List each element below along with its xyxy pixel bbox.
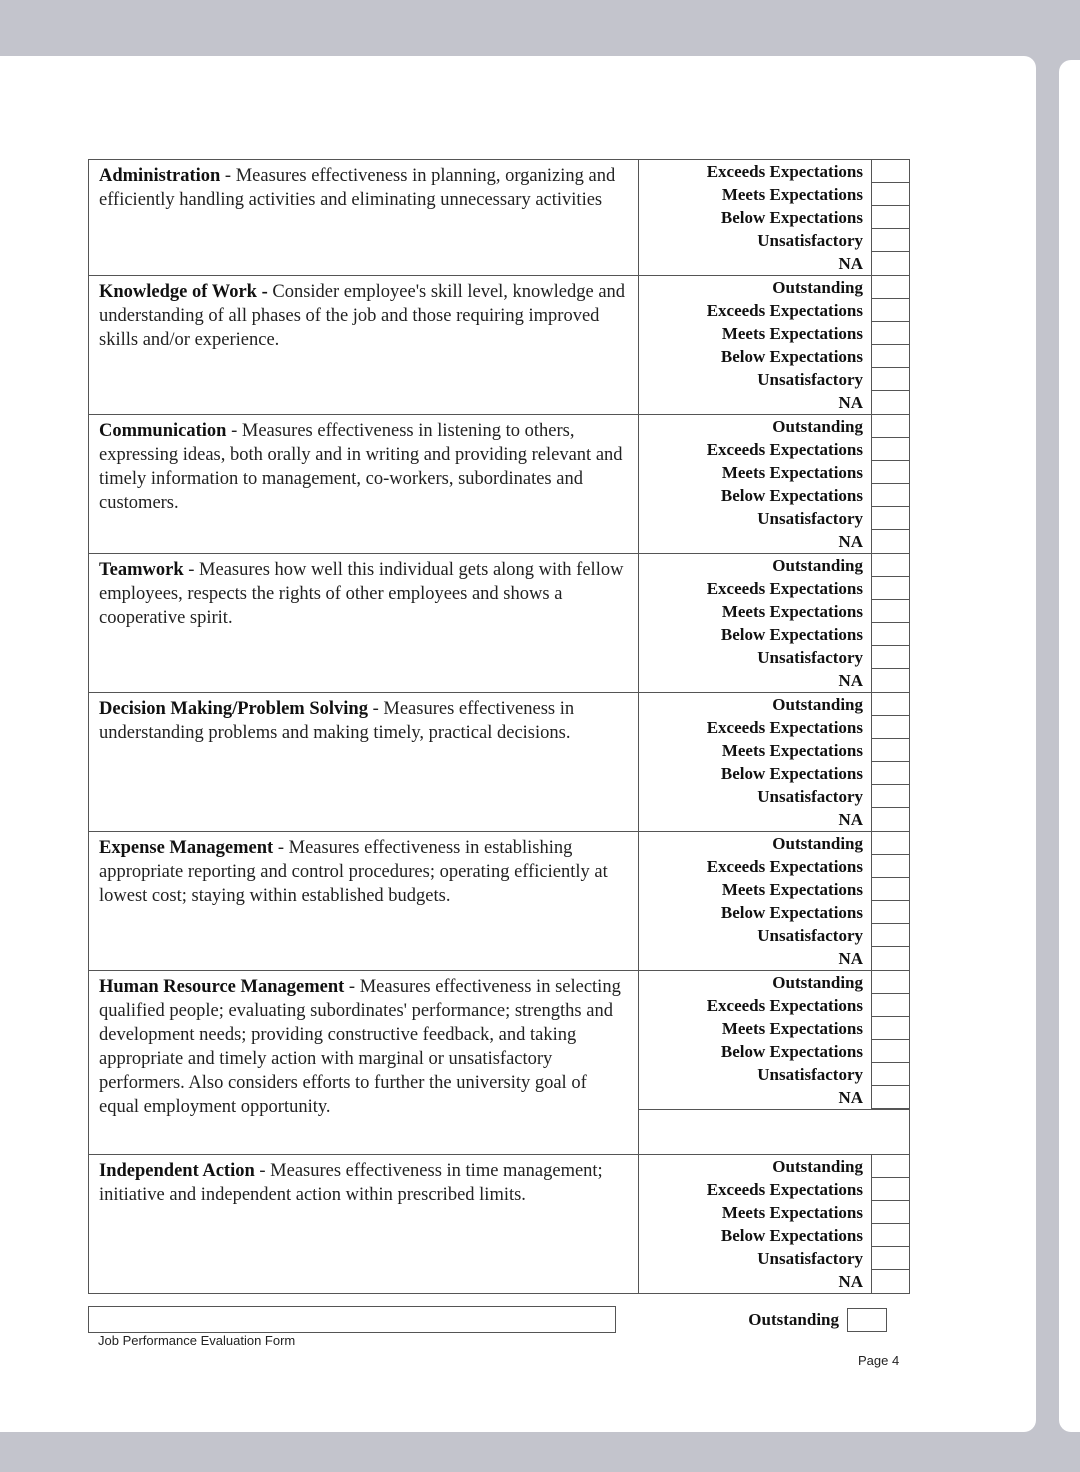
rating-options (639, 276, 910, 415)
evaluation-section (89, 160, 910, 276)
rating-label: NA (838, 393, 863, 412)
rating-option (639, 206, 909, 229)
rating-options (639, 693, 910, 832)
rating-option (639, 1270, 909, 1293)
rating-option (639, 391, 909, 414)
rating-label: NA (838, 254, 863, 273)
rating-option (639, 878, 909, 901)
rating-option (639, 1017, 909, 1040)
rating-option (639, 924, 909, 947)
rating-checkbox[interactable] (871, 183, 909, 206)
rating-checkbox[interactable] (871, 947, 909, 970)
rating-label: NA (838, 1088, 863, 1107)
rating-option (639, 947, 909, 970)
rating-checkbox[interactable] (871, 368, 909, 391)
rating-checkbox[interactable] (871, 1247, 909, 1270)
rating-label: Unsatisfactory (757, 787, 863, 806)
evaluation-section (89, 971, 910, 1155)
rating-option (639, 252, 909, 275)
rating-label: Meets Expectations (721, 1203, 863, 1222)
footer-form-name: Job Performance Evaluation Form (98, 1333, 296, 1348)
section-title: Knowledge of Work - (99, 282, 273, 302)
rating-options (639, 160, 910, 276)
next-section-row (88, 1306, 888, 1333)
section-title: Communication (99, 421, 227, 441)
section-description-text: - Measures how well this individual gets along with fellow employees, respects the rights of other employees and shows a cooperative spirit. (99, 560, 624, 628)
section-description-text: Consider employee's skill level, knowledge and understanding of all phases of the job and those requiring improved skills and/or experience. (99, 282, 626, 350)
rating-option (639, 507, 909, 530)
rating-label: NA (838, 1272, 863, 1291)
rating-option (639, 808, 909, 831)
rating-checkbox[interactable] (871, 1063, 909, 1086)
rating-label: Below Expectations (720, 1226, 863, 1245)
evaluation-section (89, 693, 910, 832)
rating-checkbox[interactable] (871, 252, 909, 275)
section-description (89, 276, 639, 415)
rating-label: Unsatisfactory (757, 1065, 863, 1084)
rating-option (639, 345, 909, 368)
rating-options (639, 415, 910, 554)
rating-option (639, 669, 909, 692)
rating-checkbox[interactable] (871, 924, 909, 947)
rating-label: Below Expectations (720, 347, 863, 366)
rating-options (639, 832, 910, 971)
evaluation-section (89, 415, 910, 554)
rating-label: Exceeds Expectations (706, 857, 863, 876)
section-description-text: - Measures effectiveness in listening to others, expressing ideas, both orally and in writing and providing relevant and timely information to management, co-workers, subordinates and customers. (99, 421, 623, 513)
rating-checkbox[interactable] (871, 484, 909, 507)
rating-label: Meets Expectations (721, 1019, 863, 1038)
rating-checkbox[interactable] (871, 1155, 909, 1178)
rating-checkbox[interactable] (871, 646, 909, 669)
rating-checkbox[interactable] (871, 785, 909, 808)
section-description (89, 832, 639, 971)
section-description-text: - Measures effectiveness in understanding problems and making timely, practical decisions. (99, 699, 575, 743)
rating-checkbox[interactable] (871, 206, 909, 229)
rating-label: Meets Expectations (721, 463, 863, 482)
rating-option (639, 438, 909, 461)
section-description (89, 1155, 639, 1294)
rating-option (639, 762, 909, 785)
rating-label: Unsatisfactory (757, 1249, 863, 1268)
empty-rating-space (639, 1109, 909, 1154)
rating-option (639, 183, 909, 206)
rating-option (639, 1201, 909, 1224)
rating-checkbox[interactable] (871, 855, 909, 878)
rating-checkbox[interactable] (871, 901, 909, 924)
rating-checkbox[interactable] (871, 1201, 909, 1224)
evaluation-section (89, 832, 910, 971)
rating-label: Below Expectations (720, 208, 863, 227)
section-title: Independent Action (99, 1161, 255, 1181)
rating-label: Below Expectations (720, 486, 863, 505)
rating-label: Below Expectations (720, 1042, 863, 1061)
rating-option (639, 785, 909, 808)
rating-checkbox[interactable] (871, 299, 909, 322)
section-description-text: - Measures effectiveness in selecting qualified people; evaluating subordinates' performance; strengths and development needs; providing constructive feedback, and taking appropriate and timely action with marginal or unsatisfactory performers. Also considers efforts to further the university goal of equal employment opportunity. (99, 977, 621, 1117)
section-title: Administration (99, 166, 221, 186)
rating-option (639, 1178, 909, 1201)
rating-label: Outstanding (772, 973, 863, 992)
rating-option (639, 855, 909, 878)
rating-option (639, 530, 909, 553)
rating-option (639, 1224, 909, 1247)
rating-label: Outstanding (772, 695, 863, 714)
section-description (89, 554, 639, 693)
rating-checkbox[interactable] (871, 507, 909, 530)
rating-option (639, 368, 909, 391)
rating-checkbox[interactable] (871, 160, 909, 183)
rating-checkbox[interactable] (871, 878, 909, 901)
rating-checkbox[interactable] (871, 1086, 909, 1109)
rating-checkbox[interactable] (871, 1178, 909, 1201)
evaluation-section (89, 276, 910, 415)
rating-option (639, 484, 909, 507)
section-title: Human Resource Management (99, 977, 345, 997)
rating-label: NA (838, 532, 863, 551)
rating-option (639, 1155, 909, 1178)
rating-checkbox[interactable] (871, 971, 909, 994)
rating-label: Below Expectations (720, 625, 863, 644)
rating-checkbox[interactable] (871, 693, 909, 716)
next-section-description (89, 1307, 616, 1333)
rating-checkbox[interactable] (871, 415, 909, 438)
rating-option (639, 716, 909, 739)
section-description (89, 415, 639, 554)
evaluation-table (88, 159, 910, 1294)
rating-label: Meets Expectations (721, 741, 863, 760)
rating-label: NA (838, 949, 863, 968)
rating-checkbox[interactable] (871, 832, 909, 855)
rating-option (639, 739, 909, 762)
rating-label: Unsatisfactory (757, 648, 863, 667)
rating-option (639, 229, 909, 252)
rating-option (639, 693, 909, 716)
rating-option (639, 623, 909, 646)
rating-option (639, 415, 909, 438)
rating-option (639, 461, 909, 484)
section-description (89, 971, 639, 1155)
rating-checkbox[interactable] (871, 1224, 909, 1247)
rating-label: Unsatisfactory (757, 231, 863, 250)
evaluation-section (89, 554, 910, 693)
rating-label: Outstanding (772, 417, 863, 436)
rating-label: Unsatisfactory (757, 370, 863, 389)
rating-label: NA (838, 810, 863, 829)
section-description (89, 693, 639, 832)
rating-option (639, 600, 909, 623)
rating-label: Below Expectations (720, 903, 863, 922)
rating-option (639, 971, 909, 994)
rating-label: Unsatisfactory (757, 926, 863, 945)
rating-label: Exceeds Expectations (706, 440, 863, 459)
rating-checkbox[interactable] (871, 1017, 909, 1040)
rating-option (639, 160, 909, 183)
rating-checkbox[interactable] (871, 1040, 909, 1063)
rating-checkbox[interactable] (871, 530, 909, 553)
rating-label: Meets Expectations (721, 185, 863, 204)
rating-option (639, 299, 909, 322)
rating-checkbox[interactable] (871, 461, 909, 484)
section-description-text: - Measures effectiveness in planning, organizing and efficiently handling activities and eliminating unnecessary activities (99, 166, 616, 210)
rating-option (639, 994, 909, 1017)
rating-label: Unsatisfactory (757, 509, 863, 528)
rating-checkbox[interactable] (871, 554, 909, 577)
section-title: Expense Management (99, 838, 274, 858)
rating-options (639, 1155, 910, 1294)
rating-checkbox[interactable] (871, 345, 909, 368)
rating-label: Meets Expectations (721, 324, 863, 343)
rating-option (639, 1247, 909, 1270)
rating-label: Exceeds Expectations (706, 579, 863, 598)
rating-checkbox[interactable] (871, 229, 909, 252)
next-page-edge (1059, 60, 1080, 1432)
rating-checkbox[interactable] (871, 322, 909, 345)
footer-page-number: Page 4 (858, 1353, 900, 1368)
rating-option (639, 901, 909, 924)
rating-label: Outstanding (772, 834, 863, 853)
rating-checkbox[interactable] (847, 1308, 887, 1332)
rating-checkbox[interactable] (871, 739, 909, 762)
rating-options (639, 971, 910, 1155)
rating-checkbox[interactable] (871, 669, 909, 692)
rating-option (639, 832, 909, 855)
rating-option (639, 646, 909, 669)
rating-checkbox[interactable] (871, 808, 909, 831)
rating-label: Outstanding (772, 556, 863, 575)
rating-label: Exceeds Expectations (706, 996, 863, 1015)
rating-label: Exceeds Expectations (706, 1180, 863, 1199)
rating-checkbox[interactable] (871, 762, 909, 785)
rating-option (639, 276, 909, 299)
rating-checkbox[interactable] (871, 600, 909, 623)
rating-checkbox[interactable] (871, 276, 909, 299)
rating-checkbox[interactable] (871, 994, 909, 1017)
section-description-text: - Measures effectiveness in establishing appropriate reporting and control procedures; operating efficiently at lowest cost; staying within established budgets. (99, 838, 608, 906)
rating-checkbox[interactable] (871, 438, 909, 461)
rating-label: Outstanding (772, 1157, 863, 1176)
rating-option (639, 1040, 909, 1063)
section-title: Teamwork (99, 560, 184, 580)
rating-label: Meets Expectations (721, 602, 863, 621)
rating-label: Below Expectations (720, 764, 863, 783)
evaluation-section (89, 1155, 910, 1294)
rating-option (639, 577, 909, 600)
rating-label: Exceeds Expectations (706, 301, 863, 320)
rating-options (639, 554, 910, 693)
rating-label: NA (838, 671, 863, 690)
rating-label: Meets Expectations (721, 880, 863, 899)
rating-option (639, 1063, 909, 1086)
rating-checkbox[interactable] (871, 391, 909, 414)
section-description (89, 160, 639, 276)
rating-label: Exceeds Expectations (706, 718, 863, 737)
rating-checkbox[interactable] (871, 1270, 909, 1293)
rating-label: Exceeds Expectations (706, 162, 863, 181)
rating-label: Outstanding (772, 278, 863, 297)
section-description-text: - Measures effectiveness in time management; initiative and independent action within prescribed limits. (99, 1161, 603, 1205)
rating-checkbox[interactable] (871, 716, 909, 739)
rating-option (639, 322, 909, 345)
section-title: Decision Making/Problem Solving (99, 699, 368, 719)
rating-checkbox[interactable] (871, 577, 909, 600)
rating-checkbox[interactable] (871, 623, 909, 646)
rating-option (639, 1086, 909, 1109)
rating-option (639, 554, 909, 577)
rating-label: Outstanding (748, 1309, 839, 1329)
